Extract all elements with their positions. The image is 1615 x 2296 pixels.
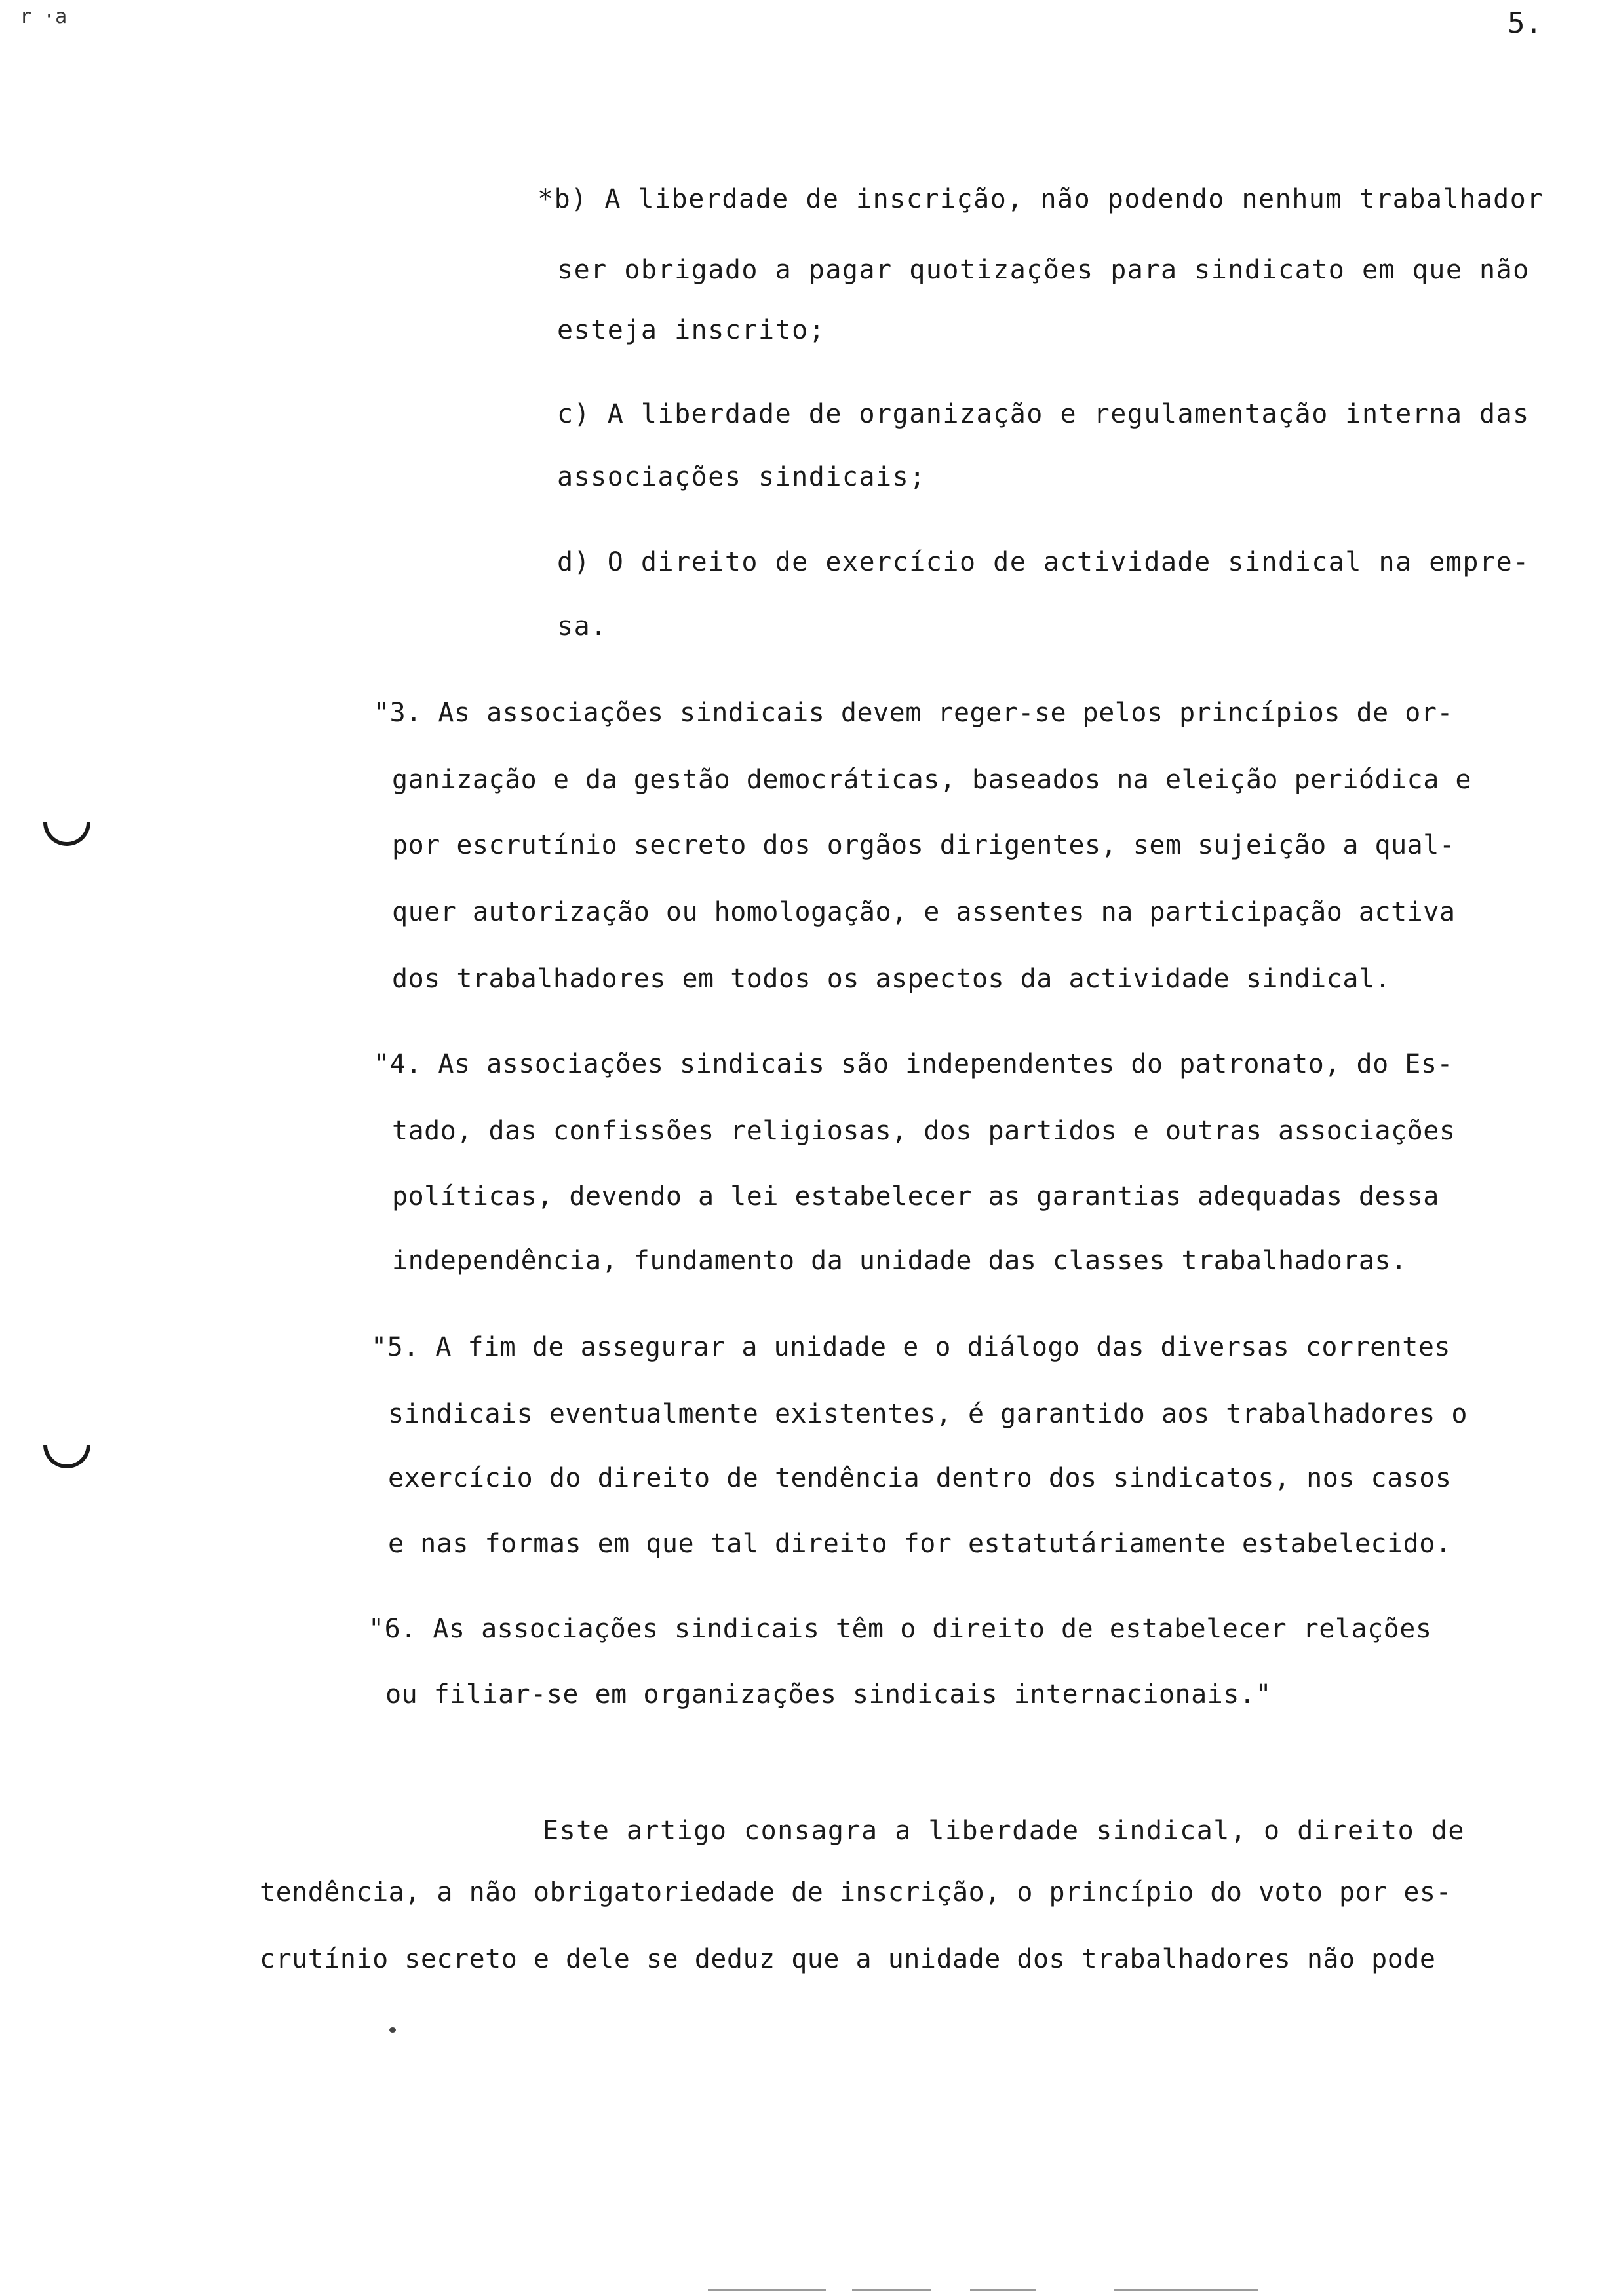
text-line: *b) A liberdade de inscrição, não podendo nenhum trabalhador [537, 184, 1544, 214]
corner-mark: r ·a [20, 5, 68, 28]
text-line: e nas formas em que tal direito for estatutáriamente estabelecido. [388, 1529, 1452, 1559]
text-line: políticas, devendo a lei estabelecer as garantias adequadas dessa [392, 1181, 1439, 1212]
text-line: ser obrigado a pagar quotizações para sindicato em que não [557, 255, 1530, 285]
scan-artifact [708, 2289, 826, 2291]
text-line: independência, fundamento da unidade das classes trabalhadoras. [392, 1246, 1407, 1276]
text-line: "4. As associações sindicais são independentes do patronato, do Es- [374, 1049, 1453, 1079]
text-line: dos trabalhadores em todos os aspectos da actividade sindical. [392, 964, 1391, 994]
text-line: "5. A fim de assegurar a unidade e o diálogo das diversas correntes [371, 1332, 1450, 1362]
page-number: 5. [1508, 7, 1542, 40]
text-line: Este artigo consagra a liberdade sindical, o direito de [543, 1816, 1466, 1846]
text-line: tado, das confissões religiosas, dos partidos e outras associações [392, 1116, 1456, 1146]
text-line: "3. As associações sindicais devem reger-se pelos princípios de or- [374, 698, 1453, 728]
scan-artifact [852, 2289, 931, 2291]
ink-speck [389, 2027, 396, 2033]
punch-hole-lower [43, 1445, 90, 1468]
text-line: tendência, a não obrigatoriedade de inscrição, o princípio do voto por es- [260, 1877, 1452, 1907]
text-line: quer autorização ou homologação, e assentes na participação activa [392, 897, 1456, 927]
text-line: esteja inscrito; [557, 315, 826, 345]
text-line: ou filiar-se em organizações sindicais internacionais." [385, 1679, 1272, 1710]
text-line: exercício do direito de tendência dentro dos sindicatos, nos casos [388, 1463, 1452, 1493]
text-line: sindicais eventualmente existentes, é garantido aos trabalhadores o [388, 1399, 1468, 1429]
text-line: crutínio secreto e dele se deduz que a unidade dos trabalhadores não pode [260, 1944, 1436, 1974]
text-line: d) O direito de exercício de actividade sindical na empre- [557, 547, 1530, 577]
punch-hole-upper [43, 822, 90, 846]
text-line: c) A liberdade de organização e regulamentação interna das [557, 399, 1530, 429]
scan-artifact [1114, 2289, 1258, 2291]
scan-artifact [970, 2289, 1036, 2291]
text-line: associações sindicais; [557, 462, 926, 492]
text-line: sa. [557, 611, 608, 641]
text-line: ganização e da gestão democráticas, baseados na eleição periódica e [392, 765, 1471, 795]
text-line: por escrutínio secreto dos orgãos dirigentes, sem sujeição a qual- [392, 830, 1456, 860]
text-line: "6. As associações sindicais têm o direito de estabelecer relações [368, 1614, 1432, 1644]
